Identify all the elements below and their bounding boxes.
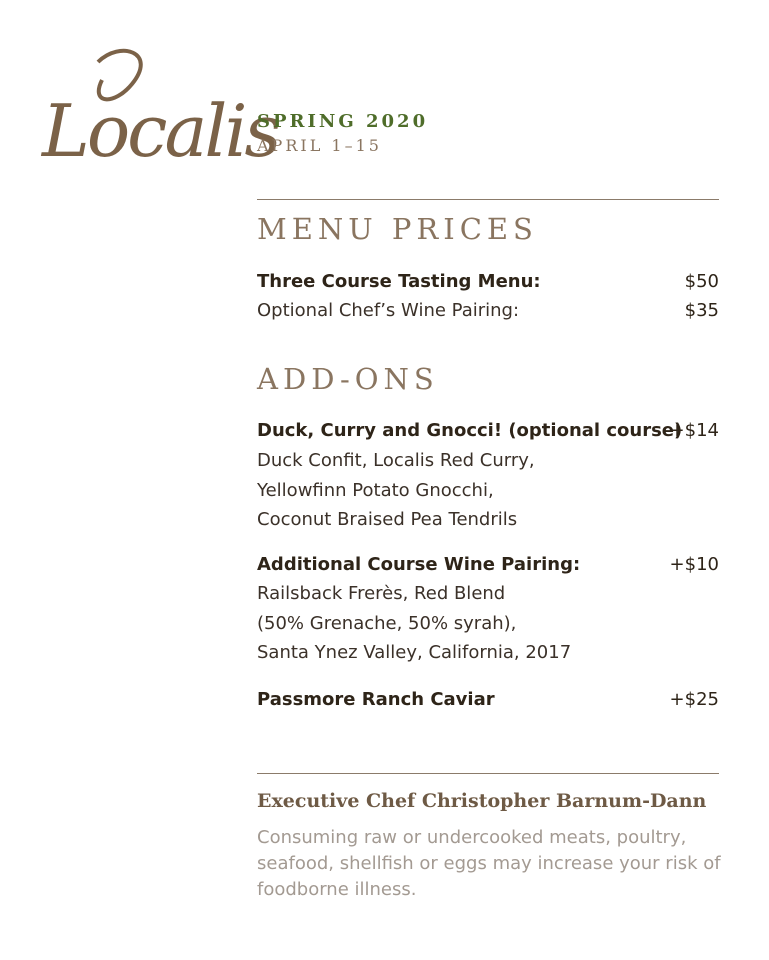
description-line: Railsback Frerès, Red Blend bbox=[257, 583, 506, 604]
addon-price: +$10 bbox=[669, 554, 719, 575]
description-line: (50% Grenache, 50% syrah), bbox=[257, 612, 517, 634]
price-label: Optional Chef’s Wine Pairing: bbox=[257, 300, 520, 321]
season-title: SPRING 2020 bbox=[257, 111, 429, 132]
executive-chef: Executive Chef Christopher Barnum-Dann bbox=[257, 790, 707, 812]
addon-title: Duck, Curry and Gnocci! (optional course) bbox=[257, 420, 683, 441]
menu-prices-heading: MENU PRICES bbox=[257, 212, 538, 246]
food-safety-disclaimer: Consuming raw or undercooked meats, poultry, seafood, shellfish or eggs may increase your risk of foodborne illness. bbox=[257, 827, 721, 900]
price-label: Three Course Tasting Menu: bbox=[257, 271, 541, 292]
add-ons-heading: ADD-ONS bbox=[257, 362, 439, 396]
addon-description bbox=[257, 446, 535, 535]
svg-text:Localis: Localis bbox=[42, 89, 279, 173]
description-line: Santa Ynez Valley, California, 2017 bbox=[257, 642, 572, 663]
price-value: $50 bbox=[684, 271, 719, 292]
addon-description bbox=[257, 579, 571, 668]
bottom-divider bbox=[257, 773, 719, 774]
localis-logo bbox=[40, 44, 279, 184]
addon-price: +$25 bbox=[669, 689, 719, 710]
description-line: Yellowfinn Potato Gnocchi, bbox=[257, 479, 494, 501]
top-divider bbox=[257, 199, 719, 200]
price-value: $35 bbox=[684, 300, 719, 321]
addon-price: +$14 bbox=[669, 420, 719, 441]
description-line: Coconut Braised Pea Tendrils bbox=[257, 509, 518, 530]
date-range: APRIL 1–15 bbox=[257, 136, 382, 155]
addon-title: Passmore Ranch Caviar bbox=[257, 689, 495, 710]
addon-title: Additional Course Wine Pairing: bbox=[257, 554, 581, 575]
description-line: Duck Confit, Localis Red Curry, bbox=[257, 450, 535, 471]
